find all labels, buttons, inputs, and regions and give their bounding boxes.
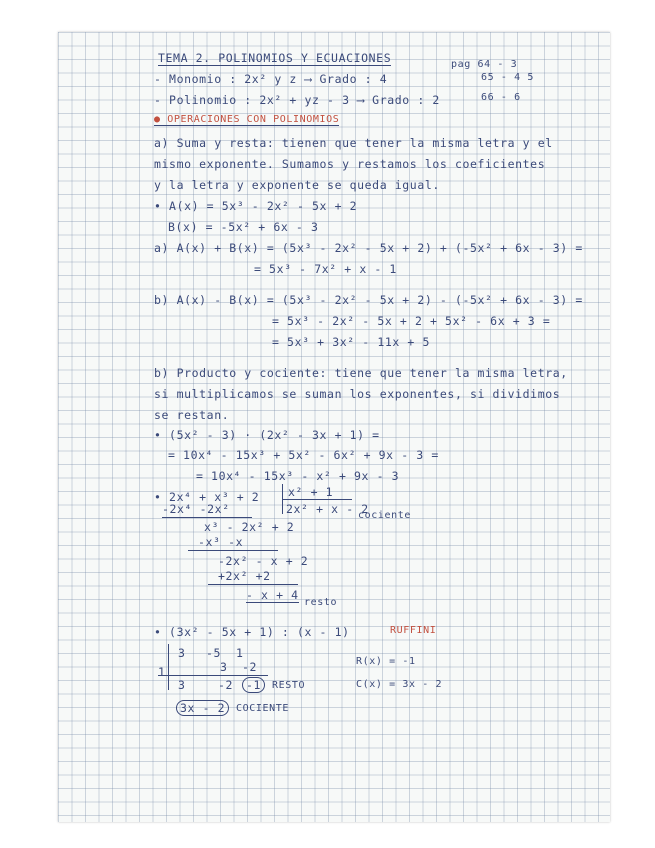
ruffini-root: 1 [158,665,166,679]
division-quotient: 2x² + x - 2 [286,502,369,516]
ruffini-horizontal-bar [158,675,268,676]
equation-line: = 10x⁴ - 15x³ - x² + 9x - 3 [196,469,400,483]
division-bar [282,499,352,500]
rest-label: resto [304,597,338,608]
ruffini-cell: 3 [220,660,228,674]
division-rest: - x + 4 [246,588,299,602]
section-title: ● OPERACIONES CON POLINOMIOS [154,114,340,125]
division-underline [208,584,298,585]
equation-line: • (5x² - 3) · (2x² - 3x + 1) = [154,428,380,442]
remainder-label: RESTO [272,680,306,691]
quotient-label: COCIENTE [236,703,289,714]
equation-line: = 10x⁴ - 15x³ + 5x² - 6x² + 9x - 3 = [168,448,439,462]
text-line: si multiplicamos se suman los exponentes, si dividimos [154,387,561,401]
ruffini-vertical-bar [168,644,169,690]
text-line: mismo exponente. Sumamos y restamos los coeficientes [154,157,546,171]
page-ref: 65 - 4 5 [481,72,534,83]
ruffini-cell: 3 [178,678,186,692]
division-row: -2x² - x + 2 [218,554,309,568]
ruffini-cell: 3 [178,646,186,660]
ruffini-cell: 1 [236,646,244,660]
ruffini-label: RUFFINI [390,625,437,636]
ruffini-remainder: -1 [242,677,265,693]
polynomial-b: B(x) = -5x² + 6x - 3 [168,220,319,234]
equation-line: = 5x³ + 3x² - 11x + 5 [272,335,430,349]
sum-heading: a) Suma y resta: tienen que tener la misma letra y el [154,136,553,150]
ruffini-cell: -2 [242,660,258,674]
equation-line: a) A(x) + B(x) = (5x³ - 2x² - 5x + 2) + (-5x² + 6x - 3) = [154,241,583,255]
text-line: y la letra y exponente se queda igual. [154,178,440,192]
ruffini-cell: -5 [206,646,222,660]
division-row: -x³ -x [198,535,244,549]
division-divisor: x² + 1 [288,485,334,499]
quotient-label: cociente [358,510,411,521]
division-underline [162,517,252,518]
division-row: x³ - 2x² + 2 [204,520,295,534]
polynomial-a: • A(x) = 5x³ - 2x² - 5x + 2 [154,199,358,213]
quotient-result: C(x) = 3x - 2 [356,679,443,690]
ruffini-cell: -2 [218,678,234,692]
definition-line: - Polinomio : 2x² + yz - 3 ⟶ Grado : 2 [154,93,440,107]
page-title: TEMA 2. POLINOMIOS Y ECUACIONES [158,51,392,65]
division-row: +2x² +2 [218,569,271,583]
notebook-page [58,32,610,822]
division-dividend: • 2x⁴ + x³ + 2 [154,490,260,504]
equation-line: b) A(x) - B(x) = (5x³ - 2x² - 5x + 2) - (-5x² + 6x - 3) = [154,293,583,307]
product-heading: b) Producto y cociente: tiene que tener la misma letra, [154,366,568,380]
page-ref: 66 - 6 [481,92,521,103]
division-underline [188,550,278,551]
text-line: se restan. [154,408,230,422]
division-row: -2x⁴ -2x² [162,502,230,516]
remainder-result: R(x) = -1 [356,656,416,667]
definition-line: - Monomio : 2x² y z ⟶ Grado : 4 [154,72,388,86]
ruffini-expression: • (3x² - 5x + 1) : (x - 1) [154,625,350,639]
equation-line: = 5x³ - 7x² + x - 1 [254,262,397,276]
ruffini-quotient: 3x - 2 [176,700,229,716]
equation-line: = 5x³ - 2x² - 5x + 2 + 5x² - 6x + 3 = [272,314,551,328]
page-ref: pag 64 - 3 [451,59,518,70]
